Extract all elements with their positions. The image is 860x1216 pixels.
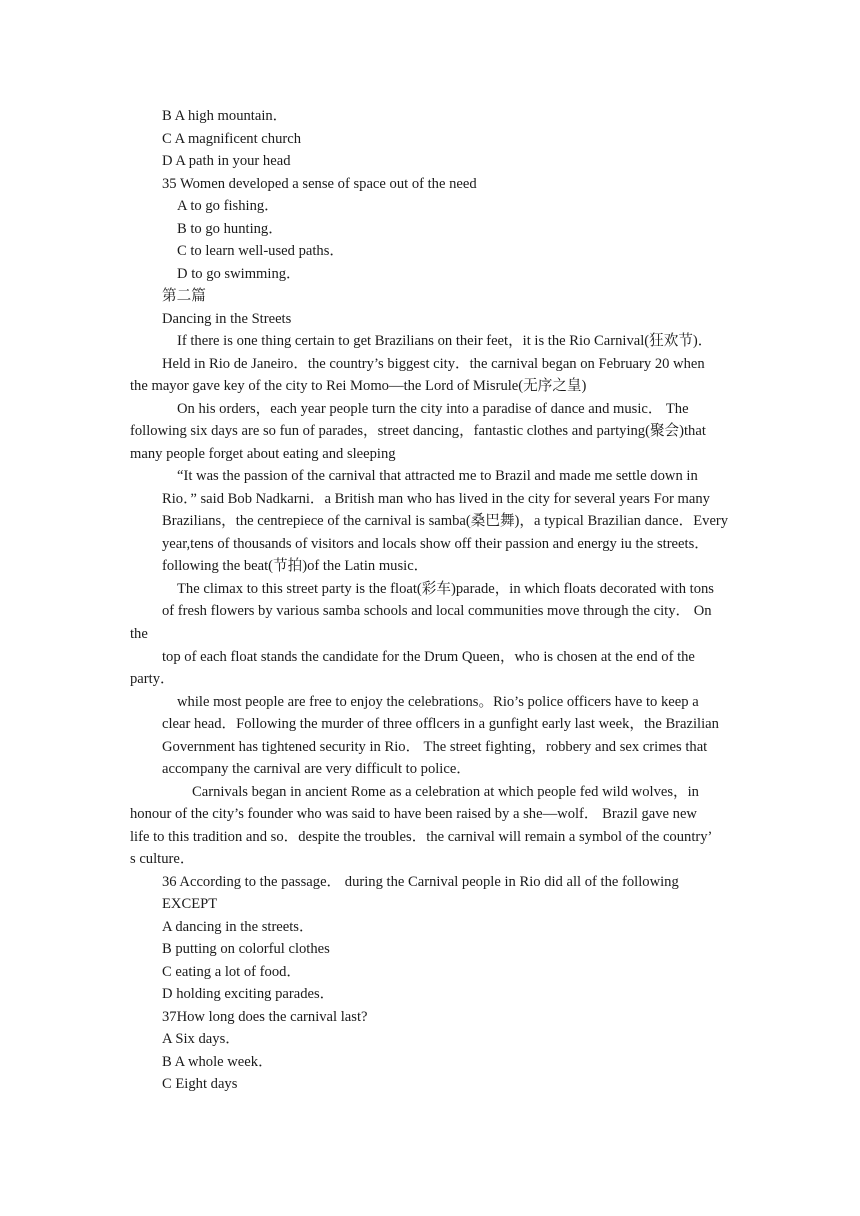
passage-line: The climax to this street party is the float(彩车)parade，in which floats decorated with tons: [177, 581, 714, 597]
option-b-q34: B A high mountain．: [162, 108, 288, 124]
option-d-q36: D holding exciting parades．: [162, 986, 335, 1002]
question-36: 36 According to the passage． during the Carnival people in Rio did all of the following: [162, 874, 679, 890]
option-a-q36: A dancing in the streets．: [162, 919, 314, 935]
passage-line: top of each float stands the candidate for the Drum Queen，who is chosen at the end of the: [162, 649, 695, 665]
passage-line: life to this tradition and so．despite the troubles．the carnival will remain a symbol of the country’: [130, 829, 713, 845]
passage-line: Carnivals began in ancient Rome as a celebration at which people fed wild wolves，in: [192, 784, 699, 800]
passage-line: If there is one thing certain to get Brazilians on their feet，it is the Rio Carnival(狂欢节)．: [177, 333, 713, 349]
section-heading: 第二篇: [162, 288, 206, 304]
passage-line: while most people are free to enjoy the celebrations。Rio’s police officers have to keep a: [177, 694, 699, 710]
passage-line: honour of the city’s founder who was said to have been raised by a she—wolf． Brazil gave new: [130, 806, 697, 822]
passage-line: Brazilians，the centrepiece of the carnival is samba(桑巴舞)，a typical Brazilian dance．Every: [162, 513, 729, 529]
option-a-q37: A Six days．: [162, 1031, 240, 1047]
option-b-q35: B to go hunting．: [177, 221, 283, 237]
option-c-q35: C to learn well-used paths．: [177, 243, 344, 259]
passage-line: clear head．Following the murder of three offlcers in a gunfight early last week，the Brazilian: [162, 716, 719, 732]
passage-line: the: [130, 626, 148, 642]
passage-line: party．: [130, 671, 175, 687]
passage-line: accompany the carnival are very difficult to police．: [162, 761, 471, 777]
passage-line: following the beat(节拍)of the Latin music．: [162, 558, 429, 574]
option-c-q36: C eating a lot of food．: [162, 964, 302, 980]
passage-title: Dancing in the Streets: [162, 311, 292, 327]
question-36-except: EXCEPT: [162, 896, 218, 912]
passage-line: of fresh flowers by various samba schools and local communities move through the city． On: [162, 603, 712, 619]
passage-line: Held in Rio de Janeiro．the country’s biggest city．the carnival began on February 20 when: [162, 356, 705, 372]
passage-line: Rio．” said Bob Nadkarni．a British man who has lived in the city for several years For many: [162, 491, 710, 507]
option-d-q35: D to go swimming．: [177, 266, 301, 282]
option-d-q34: D A path in your head: [162, 153, 291, 169]
question-37: 37How long does the carnival last?: [162, 1009, 368, 1025]
passage-line: On his orders，each year people turn the city into a paradise of dance and music． The: [177, 401, 689, 417]
passage-line: year,tens of thousands of visitors and locals show off their passion and energy iu the streets．: [162, 536, 709, 552]
passage-line: the mayor gave key of the city to Rei Momo—the Lord of Misrule(无序之皇): [130, 378, 587, 394]
option-b-q36: B putting on colorful clothes: [162, 941, 330, 957]
option-b-q37: B A whole week．: [162, 1054, 273, 1070]
question-35: 35 Women developed a sense of space out of the need: [162, 176, 477, 192]
option-a-q35: A to go fishing．: [177, 198, 279, 214]
option-c-q34: C A magnificent church: [162, 131, 302, 147]
passage-line: s culture．: [130, 851, 195, 867]
passage-line: many people forget about eating and sleeping: [130, 446, 396, 462]
passage-line: “It was the passion of the carnival that attracted me to Brazil and made me settle down in: [177, 468, 698, 484]
option-c-q37: C Eight days: [162, 1076, 238, 1092]
passage-line: Government has tightened security in Rio． The street fighting，robbery and sex crimes that: [162, 739, 708, 755]
passage-line: following six days are so fun of parades，street dancing，fantastic clothes and partying(聚会)that: [130, 423, 706, 439]
